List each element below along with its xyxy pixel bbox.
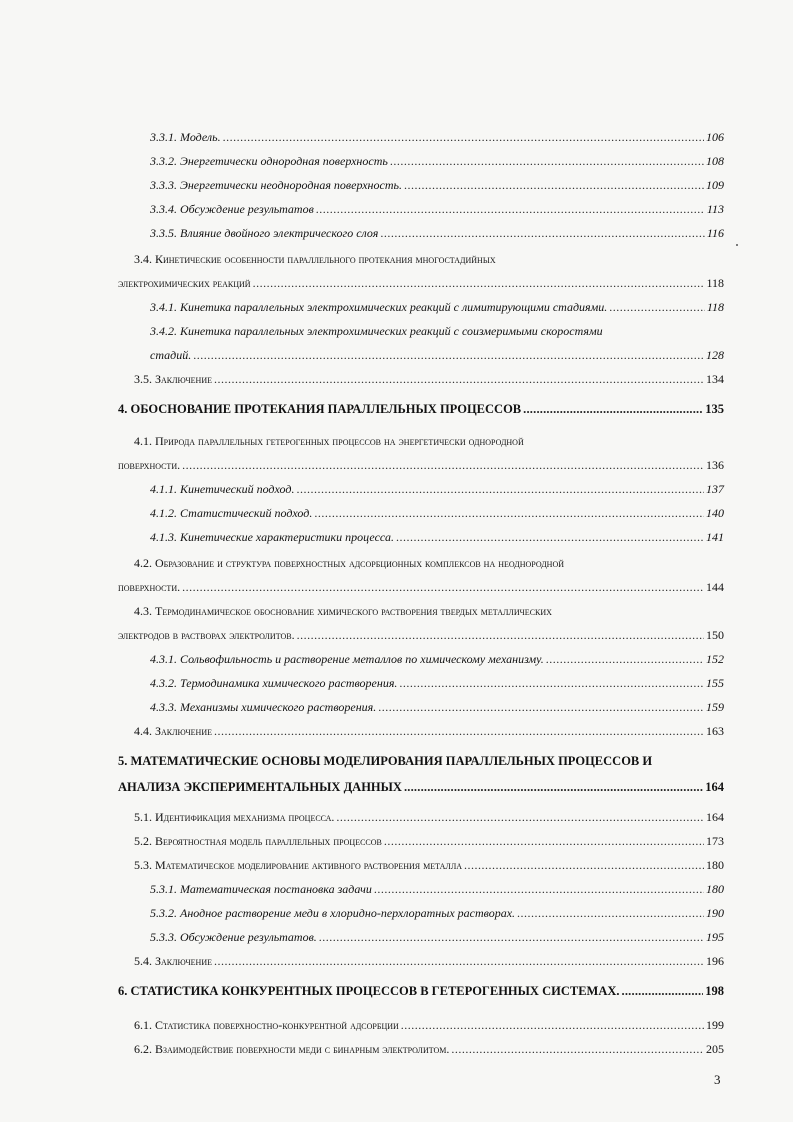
toc-page-number: 118 xyxy=(706,300,724,314)
dot-leader xyxy=(390,154,704,168)
dot-leader xyxy=(214,954,704,968)
toc-entry[interactable] xyxy=(150,482,724,496)
dot-leader xyxy=(622,984,704,998)
toc-page-number: 173 xyxy=(706,834,724,848)
dot-leader xyxy=(378,700,704,714)
toc-page-number: 155 xyxy=(706,676,724,690)
toc-entry[interactable] xyxy=(118,984,724,998)
toc-entry[interactable] xyxy=(150,676,724,690)
dot-leader xyxy=(609,300,705,314)
toc-page-number: 108 xyxy=(706,154,724,168)
toc-page-number: 159 xyxy=(706,700,724,714)
dot-leader xyxy=(380,226,705,240)
toc-entry-title: 3.3.1. Модель. xyxy=(150,130,221,144)
dot-leader xyxy=(297,628,704,642)
toc-entry[interactable] xyxy=(150,130,724,144)
toc-entry-title: 6.1. Статистика поверхностно-конкурентной адсорбции xyxy=(134,1018,399,1032)
dot-leader xyxy=(296,482,704,496)
toc-page-number: 163 xyxy=(706,724,724,738)
toc-entry-line1: 3.4.2. Кинетика параллельных электрохимических реакций с соизмеримыми скоростями xyxy=(150,324,603,338)
toc-entry-title: 5.2. Вероятностная модель параллельных процессов xyxy=(134,834,382,848)
toc-entry-title: 4.3.1. Сольвофильность и растворение металлов по химическому механизму. xyxy=(150,652,544,666)
toc-page-number: 164 xyxy=(706,810,724,824)
toc-entry[interactable] xyxy=(134,810,724,824)
dot-leader xyxy=(193,348,704,362)
toc-page-number: 141 xyxy=(706,530,724,544)
toc-page-number: 118 xyxy=(706,276,724,290)
scan-speck xyxy=(736,244,738,246)
toc-page-number: 106 xyxy=(706,130,724,144)
toc-entry-title: 5.3.2. Анодное растворение меди в хлоридно-перхлоратных растворах. xyxy=(150,906,516,920)
toc-entry-title: 3.5. Заключение xyxy=(134,372,212,386)
toc-page-number: 144 xyxy=(706,580,724,594)
toc-entry-title: 5.3. Математическое моделирование активного растворения металла xyxy=(134,858,463,872)
dot-leader xyxy=(464,858,704,872)
toc-entry-title: 4.1.1. Кинетический подход. xyxy=(150,482,295,496)
toc-entry[interactable] xyxy=(150,700,724,714)
dot-leader xyxy=(253,276,705,290)
toc-entry-title: 4. ОБОСНОВАНИЕ ПРОТЕКАНИЯ ПАРАЛЛЕЛЬНЫХ ПРОЦЕССОВ xyxy=(118,402,522,416)
toc-entry-title: 4.1.3. Кинетические характеристики процесса. xyxy=(150,530,394,544)
toc-entry[interactable] xyxy=(134,954,724,968)
toc-entry[interactable] xyxy=(150,300,724,314)
dot-leader xyxy=(319,930,704,944)
dot-leader xyxy=(399,676,704,690)
toc-entry[interactable] xyxy=(118,780,724,794)
toc-entry[interactable] xyxy=(150,882,724,896)
toc-entry[interactable] xyxy=(134,372,724,386)
toc-page-number: 190 xyxy=(706,906,724,920)
toc-entry[interactable] xyxy=(150,202,724,216)
toc-entry-title: поверхности. xyxy=(118,580,181,594)
toc-entry[interactable] xyxy=(118,276,724,290)
toc-entry-title: 3.3.5. Влияние двойного электрического слоя xyxy=(150,226,379,240)
toc-entry-title: 3.3.4. Обсуждение результатов xyxy=(150,202,314,216)
toc-entry-title: 5.1. Идентификация механизма процесса. xyxy=(134,810,335,824)
dot-leader xyxy=(404,780,703,794)
dot-leader xyxy=(214,372,704,386)
toc-entry-title: 4.3.2. Термодинамика химического растворения. xyxy=(150,676,398,690)
dot-leader xyxy=(182,580,704,594)
toc-page-number: 140 xyxy=(706,506,724,520)
toc-entry[interactable] xyxy=(134,834,724,848)
toc-entry[interactable] xyxy=(150,652,724,666)
toc-entry-line1: 4.3. Термодинамическое обоснование химического растворения твердых металлических xyxy=(134,604,552,618)
toc-page-number: 199 xyxy=(706,1018,724,1032)
toc-entry-line1: 5. МАТЕМАТИЧЕСКИЕ ОСНОВЫ МОДЕЛИРОВАНИЯ ПАРАЛЛЕЛЬНЫХ ПРОЦЕССОВ И xyxy=(118,754,653,768)
toc-entry[interactable] xyxy=(150,154,724,168)
toc-entry-line1: 4.2. Образование и структура поверхностных адсорбционных комплексов на неоднородной xyxy=(134,556,565,570)
toc-entry-title: 5.3.1. Математическая постановка задачи xyxy=(150,882,372,896)
toc-entry-line1: 4.1. Природа параллельных гетерогенных процессов на энергетически однородной xyxy=(134,434,524,448)
toc-entry-title: 6.2. Взаимодействие поверхности меди с бинарным электролитом. xyxy=(134,1042,450,1056)
dot-leader xyxy=(316,202,705,216)
toc-entry-title: электрохимических реакций xyxy=(118,276,251,290)
toc-page-number: 196 xyxy=(706,954,724,968)
dot-leader xyxy=(384,834,704,848)
toc-page-number: 150 xyxy=(706,628,724,642)
toc-page-number: 128 xyxy=(706,348,724,362)
toc-entry[interactable] xyxy=(150,178,724,192)
toc-entry-title: 5.3.3. Обсуждение результатов. xyxy=(150,930,317,944)
toc-entry-title: АНАЛИЗА ЭКСПЕРИМЕНТАЛЬНЫХ ДАННЫХ xyxy=(118,780,402,794)
dot-leader xyxy=(523,402,703,416)
dot-leader xyxy=(451,1042,704,1056)
dot-leader xyxy=(214,724,704,738)
toc-page-number: 135 xyxy=(705,402,724,416)
toc-page-number: 109 xyxy=(706,178,724,192)
toc-entry-title: 4.3.3. Механизмы химического растворения. xyxy=(150,700,377,714)
toc-entry[interactable] xyxy=(134,1018,724,1032)
toc-entry[interactable] xyxy=(150,530,724,544)
dot-leader xyxy=(546,652,704,666)
toc-entry[interactable] xyxy=(118,580,724,594)
toc-page-number: 134 xyxy=(706,372,724,386)
page-number: 3 xyxy=(714,1072,721,1087)
toc-page-number: 180 xyxy=(706,882,724,896)
toc-entry[interactable] xyxy=(150,348,724,362)
dot-leader xyxy=(182,458,704,472)
toc-page-number: 137 xyxy=(706,482,724,496)
toc-entry-title: 3.3.2. Энергетически однородная поверхность xyxy=(150,154,388,168)
toc-page-number: 195 xyxy=(706,930,724,944)
toc-entry-title: 5.4. Заключение xyxy=(134,954,212,968)
toc-page-number: 198 xyxy=(705,984,724,998)
toc-entry-title: 3.3.3. Энергетически неоднородная поверхность. xyxy=(150,178,402,192)
toc-entry-title: 4.1.2. Статистический подход. xyxy=(150,506,313,520)
toc-entry-title: стадий. xyxy=(150,348,192,362)
dot-leader xyxy=(314,506,704,520)
toc-page-number: 116 xyxy=(706,226,724,240)
toc-page-number: 164 xyxy=(705,780,724,794)
dot-leader xyxy=(336,810,704,824)
toc-entry[interactable] xyxy=(150,226,724,240)
toc-entry-line1: 3.4. Кинетические особенности параллельного протекания многостадийных xyxy=(134,252,496,266)
toc-page-number: 152 xyxy=(706,652,724,666)
dot-leader xyxy=(374,882,704,896)
toc-entry-title: 6. СТАТИСТИКА КОНКУРЕНТНЫХ ПРОЦЕССОВ В ГЕТЕРОГЕННЫХ СИСТЕМАХ. xyxy=(118,984,620,998)
toc-entry[interactable] xyxy=(118,458,724,472)
toc-page-number: 205 xyxy=(706,1042,724,1056)
dot-leader xyxy=(396,530,704,544)
dot-leader xyxy=(223,130,704,144)
toc-entry[interactable] xyxy=(118,628,724,642)
toc-entry[interactable] xyxy=(150,506,724,520)
dot-leader xyxy=(401,1018,704,1032)
toc-entry-title: 4.4. Заключение xyxy=(134,724,212,738)
toc-entry[interactable] xyxy=(150,906,724,920)
toc-page-number: 113 xyxy=(706,202,724,216)
toc-entry-title: поверхности. xyxy=(118,458,181,472)
toc-entry[interactable] xyxy=(134,724,724,738)
toc-entry[interactable] xyxy=(134,858,724,872)
toc-entry[interactable] xyxy=(150,930,724,944)
toc-entry-title: электродов в растворах электролитов. xyxy=(118,628,295,642)
toc-page-number: 180 xyxy=(706,858,724,872)
dot-leader xyxy=(404,178,704,192)
toc-entry[interactable] xyxy=(118,402,724,416)
toc-entry[interactable] xyxy=(134,1042,724,1056)
dot-leader xyxy=(517,906,704,920)
toc-entry-title: 3.4.1. Кинетика параллельных электрохимических реакций с лимитирующими стадиями. xyxy=(150,300,608,314)
toc-page-number: 136 xyxy=(706,458,724,472)
